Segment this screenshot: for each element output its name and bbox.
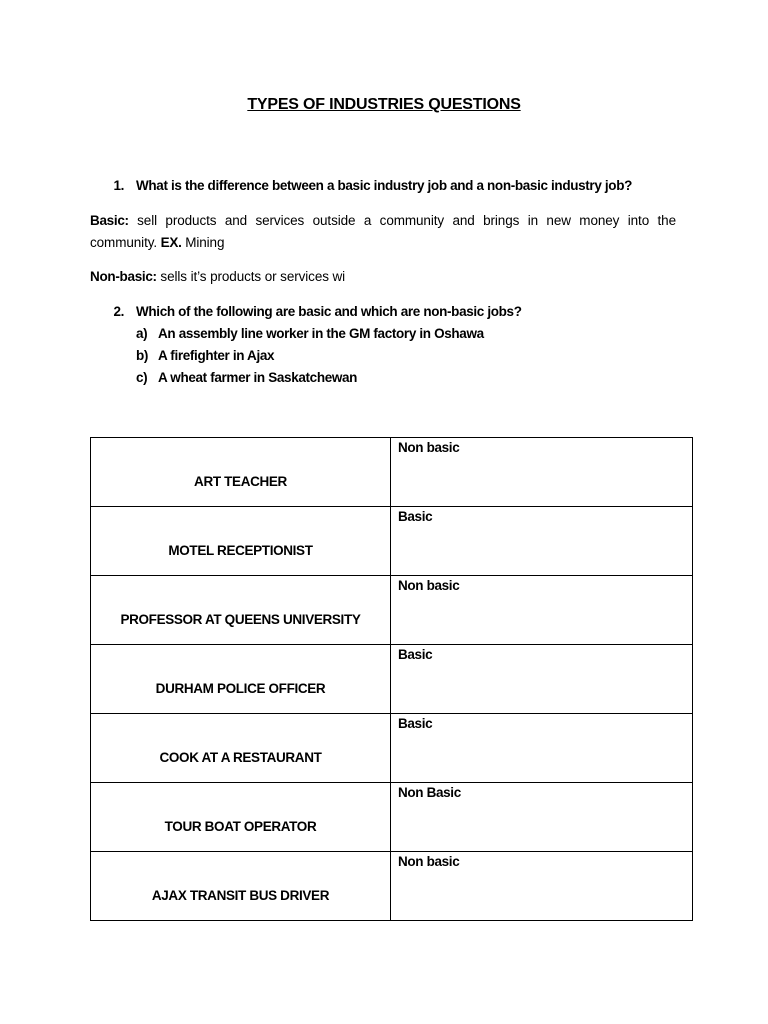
list-item-text: An assembly line worker in the GM factory in Oshawa xyxy=(158,326,484,341)
job-name: COOK AT A RESTAURANT xyxy=(159,750,322,765)
job-cell xyxy=(91,783,391,852)
answer-cell xyxy=(391,576,693,645)
basic-answer xyxy=(90,210,676,254)
answer-cell xyxy=(391,852,693,921)
list-item-label: c) xyxy=(136,370,148,385)
list-item-text: A firefighter in Ajax xyxy=(158,348,275,363)
answer-cell xyxy=(391,438,693,507)
list-item-label: b) xyxy=(136,348,149,363)
jobs-table xyxy=(90,437,693,921)
answer-text: Non basic xyxy=(398,440,460,455)
job-cell xyxy=(91,714,391,783)
list-item-text: A wheat farmer in Saskatchewan xyxy=(158,370,358,385)
table-row xyxy=(91,507,693,576)
job-cell xyxy=(91,645,391,714)
nonbasic-text: sells it’s products or services wi xyxy=(160,269,346,284)
job-cell xyxy=(91,438,391,507)
table-row xyxy=(91,852,693,921)
answer-text: Non basic xyxy=(398,854,460,869)
answer-text: Basic xyxy=(398,509,433,524)
basic-label: Basic: xyxy=(90,213,129,228)
job-cell xyxy=(91,507,391,576)
job-name: PROFESSOR AT QUEENS UNIVERSITY xyxy=(120,612,361,627)
question-2-text: Which of the following are basic and which are non-basic jobs? xyxy=(136,304,522,319)
job-name: AJAX TRANSIT BUS DRIVER xyxy=(151,888,330,903)
answer-cell xyxy=(391,714,693,783)
table-row xyxy=(91,576,693,645)
job-cell xyxy=(91,576,391,645)
basic-text-cont: community. xyxy=(90,235,158,250)
job-name: MOTEL RECEPTIONIST xyxy=(168,543,313,558)
job-name: TOUR BOAT OPERATOR xyxy=(164,819,317,834)
job-name: DURHAM POLICE OFFICER xyxy=(155,681,326,696)
basic-answer-line-1 xyxy=(90,210,676,232)
table-row xyxy=(91,645,693,714)
answer-text: Non basic xyxy=(398,578,460,593)
nonbasic-answer xyxy=(90,266,676,288)
question-2-number: 2. xyxy=(113,304,124,319)
question-1-number: 1. xyxy=(113,178,124,193)
table-row xyxy=(91,783,693,852)
nonbasic-label: Non-basic: xyxy=(90,269,157,284)
basic-answer-line-2 xyxy=(90,232,676,254)
question-1-text: What is the difference between a basic industry job and a non-basic industry job? xyxy=(136,178,632,193)
answer-text: Basic xyxy=(398,716,433,731)
answer-text: Basic xyxy=(398,647,433,662)
question-2 xyxy=(0,304,768,324)
job-name: ART TEACHER xyxy=(194,474,287,489)
page-title: TYPES OF INDUSTRIES QUESTIONS xyxy=(247,96,521,113)
table-row xyxy=(91,438,693,507)
answer-text: Non Basic xyxy=(398,785,461,800)
table-row xyxy=(91,714,693,783)
basic-text: sell products and services outside a community and brings in new money into the xyxy=(137,213,676,228)
list-item-label: a) xyxy=(136,326,148,341)
answer-cell xyxy=(391,645,693,714)
example-text: Mining xyxy=(185,235,225,250)
answer-cell xyxy=(391,783,693,852)
answer-cell xyxy=(391,507,693,576)
job-cell xyxy=(91,852,391,921)
question-1 xyxy=(0,178,768,198)
example-label: EX. xyxy=(160,235,182,250)
